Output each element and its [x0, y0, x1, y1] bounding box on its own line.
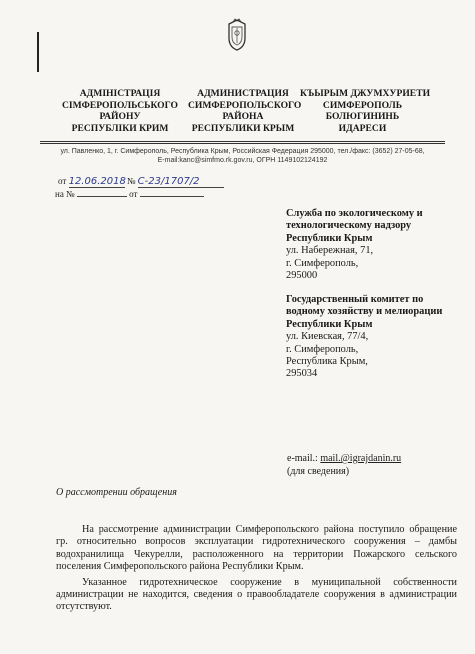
number-label: №: [126, 176, 136, 186]
subject-line: О рассмотрении обращения: [56, 487, 177, 498]
header-line: СИМФЕРОПОЛЬСКОГО: [188, 99, 302, 111]
email-note: (для сведения): [287, 465, 350, 477]
header-line: СІМФЕРОПОЛЬСЬКОГО: [62, 99, 178, 111]
recipient-address: ул. Набережная, 71,: [286, 245, 374, 257]
email-label: e-mail.:: [287, 453, 321, 464]
recipient-name: Республики Крым: [286, 232, 373, 244]
recipient-eco-service: [286, 208, 466, 282]
header-russian: [188, 88, 302, 134]
recipient-address: 295034: [286, 368, 318, 380]
header-rule-bottom: [40, 143, 445, 144]
incoming-date-blank: [140, 196, 204, 197]
header-crimean-tatar: [300, 88, 431, 134]
header-line: КЪЫРЫМ ДЖУМХУРИЕТИ: [300, 88, 431, 99]
header-line: РЕСПУБЛИКИ КРЫМ: [191, 122, 295, 134]
email-recipient: [287, 453, 401, 478]
body-paragraph: На рассмотрение администрации Симферопольского района поступило обращение гр. относительно вопросов эксплуатации гидротехнического сооружения – дамбы водохранилища Чекурелли, расположенного на территории Пожарского сельского поселения Симферопольского района Республики Крым.: [56, 524, 457, 573]
recipient-address: г. Симферополь,: [286, 343, 359, 355]
email-link[interactable]: mail.@igrajdanin.ru: [320, 453, 402, 464]
body-paragraph: Указанное гидротехническое сооружение в муниципальной собственности администрации не находится, сведения о правообладателе сооружения в администрации отсутствуют.: [56, 576, 457, 613]
recipient-address: г. Симферополь,: [286, 257, 359, 269]
outgoing-number: С-23/1707/2: [138, 177, 224, 188]
header-line: РАЙОНА: [222, 111, 264, 123]
recipient-name: Служба по экологическому и: [286, 208, 423, 219]
from-label: от: [58, 176, 67, 186]
on-number-label: на №: [55, 189, 75, 199]
header-ukrainian: [50, 88, 190, 134]
recipient-address: Республика Крым,: [286, 356, 368, 368]
header-line: РАЙОНУ: [99, 111, 141, 123]
header-line: АДМИНИСТРАЦИЯ: [197, 88, 289, 99]
address-line: E-mail:kanc@simfmo.rk.gov.ru, ОГРН 1149102124192: [157, 156, 328, 164]
header-line: АДМІНІСТРАЦІЯ: [79, 88, 161, 99]
recipient-name: технологическому надзору: [286, 220, 412, 232]
org-address: [40, 148, 445, 165]
letter-body: [56, 524, 457, 617]
header-line: СИМФЕРОПОЛЬ: [322, 99, 403, 111]
recipient-name: Государственный комитет по: [286, 294, 424, 305]
recipient-name: водному хозяйству и мелиорации: [286, 306, 443, 318]
recipient-address: ул. Киевская, 77/4,: [286, 331, 369, 343]
address-line: ул. Павленко, 1, г. Симферополь, Республика Крым, Российская Федерация 295000, тел./факс: (3652) 27-05-68,: [60, 148, 425, 155]
coat-of-arms-icon: [226, 18, 248, 52]
incoming-reference: [55, 189, 204, 199]
incoming-number-blank: [77, 196, 127, 197]
margin-mark: [37, 32, 39, 72]
header-line: РЕСПУБЛІКИ КРИМ: [71, 122, 169, 134]
outgoing-date: 12.06.2018: [68, 176, 126, 187]
recipient-water-committee: [286, 294, 466, 381]
header-line: БОЛЮГИНИНЬ: [325, 111, 400, 123]
on-from-label: от: [129, 189, 138, 199]
recipient-name: Республики Крым: [286, 318, 373, 330]
header-line: ИДАРЕСИ: [338, 122, 387, 134]
header-rule-top: [40, 141, 445, 142]
recipient-address: 295000: [286, 270, 318, 282]
outgoing-reference: [58, 176, 224, 188]
